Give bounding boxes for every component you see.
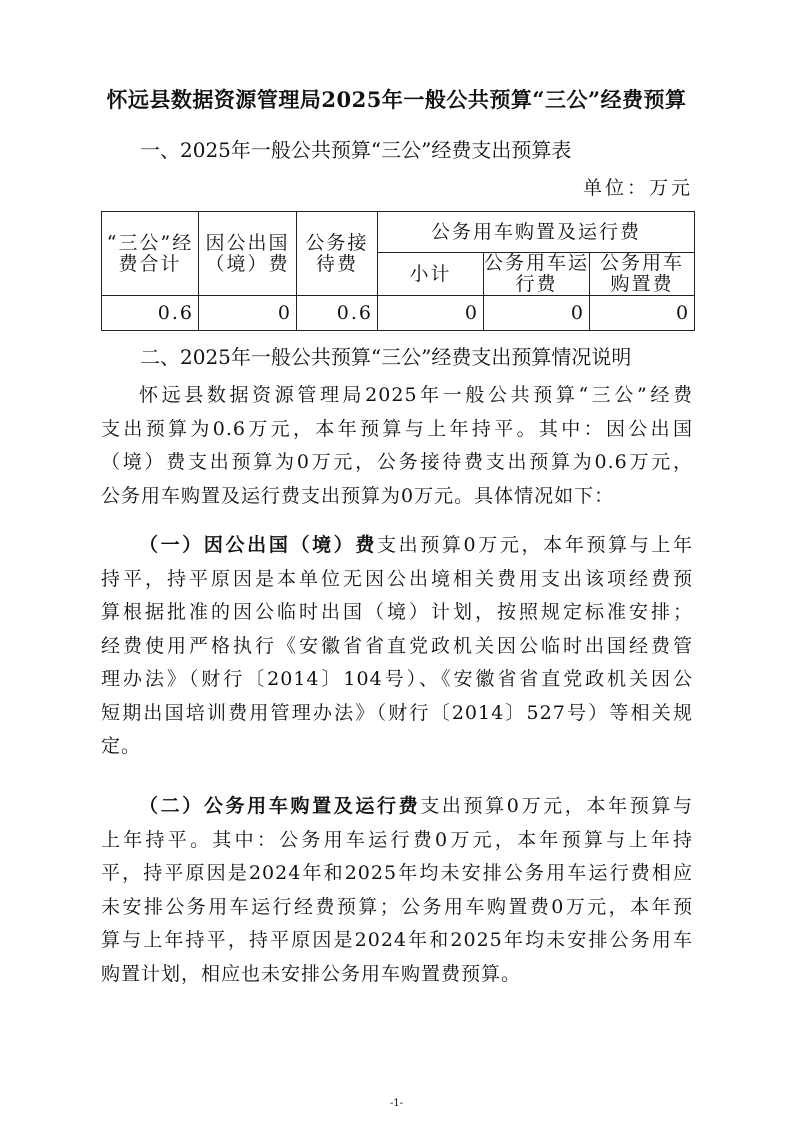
- header-total: “三公”经费合计: [102, 212, 199, 296]
- text-line: 短期出国培训费用管理办法》（财行〔2014〕527号）等相关规: [101, 701, 693, 724]
- text-line: [101, 790, 693, 824]
- value-subtotal: 0: [378, 296, 484, 331]
- value-overseas: 0: [199, 296, 297, 331]
- text-line: 平，持平原因是2024年和2025年均未安排公务用车运行费相应: [101, 862, 693, 884]
- text-line: 支出预算为0.6万元，本年预算与上年持平。其中：因公出国: [101, 417, 693, 440]
- text-line: 公务用车购置及运行费支出预算为0万元。具体情况如下：: [101, 484, 615, 507]
- text-line: 未安排公务用车运行经费预算；公务用车购置费0万元，本年预: [101, 895, 693, 918]
- header-vehicle-running: 公务用车运行费: [484, 252, 590, 295]
- value-reception: 0.6: [297, 296, 378, 331]
- header-vehicle-group: 公务用车购置及运行费: [378, 212, 695, 253]
- item-overseas-label: （一）因公出国（境）费: [139, 534, 377, 556]
- header-vehicle-purchase: 公务用车购置费: [590, 253, 695, 296]
- item-vehicle-label: （二）公务用车购置及运行费: [139, 795, 421, 817]
- text-line: 定。: [101, 735, 142, 757]
- text-line: [101, 529, 693, 563]
- header-subtotal: 小计: [378, 253, 484, 296]
- item-vehicle-text: 支出预算0万元，本年预算与: [420, 795, 693, 817]
- header-reception: 公务接待费: [297, 212, 378, 296]
- three-public-budget-table: [101, 211, 695, 331]
- intro-paragraph: [101, 379, 693, 513]
- item-vehicle-paragraph: [101, 790, 693, 991]
- value-total: 0.6: [102, 296, 199, 331]
- page-title: 怀远县数据资源管理局2025年一般公共预算“三公”经费预算: [106, 87, 687, 112]
- unit-label: 单位：万元: [583, 177, 694, 199]
- text-line: 理办法》（财行〔2014〕104号）、《安徽省省直党政机关因公: [101, 668, 693, 690]
- value-vehicle-running: 0: [484, 296, 590, 331]
- text-line: 算根据批准的因公临时出国（境）计划，按照规定标准安排；: [101, 601, 693, 623]
- item-overseas-text: 支出预算0万元，本年预算与上年: [377, 534, 693, 556]
- text-line: 怀远县数据资源管理局2025年一般公共预算“三公”经费: [139, 384, 693, 406]
- text-line: 购置计划，相应也未安排公务用车购置费预算。: [101, 962, 522, 985]
- text-line: 算与上年持平，持平原因是2024年和2025年均未安排公务用车: [101, 929, 693, 951]
- page-number: -1-: [389, 1098, 404, 1109]
- value-vehicle-purchase: 0: [590, 296, 695, 331]
- header-overseas: 因公出国（境）费: [199, 212, 297, 296]
- text-line: 上年持平。其中：公务用车运行费0万元，本年预算与上年持: [101, 828, 693, 851]
- section-heading-explanation: 二、2025年一般公共预算“三公”经费支出预算情况说明: [140, 345, 632, 369]
- item-overseas-paragraph: [101, 529, 693, 764]
- text-line: （境）费支出预算为0万元，公务接待费支出预算为0.6万元，: [101, 451, 693, 473]
- text-line: 经费使用严格执行《安徽省省直党政机关因公临时出国经费管: [101, 634, 693, 657]
- section-heading-budget-table: 一、2025年一般公共预算“三公”经费支出预算表: [140, 138, 572, 162]
- text-line: 持平，持平原因是本单位无因公出境相关费用支出该项经费预: [101, 567, 693, 590]
